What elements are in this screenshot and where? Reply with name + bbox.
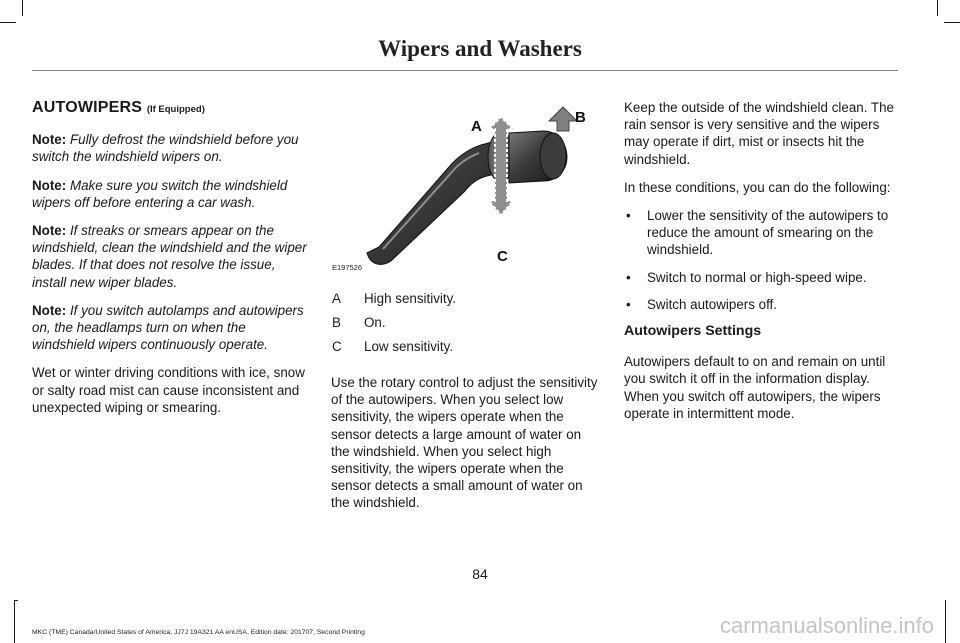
crop-mark: [945, 600, 946, 643]
page-number: 84: [472, 566, 488, 582]
subsection-heading: Autowipers Settings: [624, 323, 762, 340]
crop-mark: [0, 22, 16, 23]
figure-legend: [331, 290, 456, 362]
page-title: Wipers and Washers: [378, 36, 582, 61]
legend-key: B: [332, 315, 341, 330]
note-label: Note:: [32, 177, 67, 193]
footer-text: MKC (TME) Canada/United States of America, JJ7J 19A321 AA enUSA, Edition date: 201707, Second Printing: [32, 629, 365, 636]
section-heading-suffix: (If Equipped): [146, 104, 205, 115]
note: [32, 131, 307, 165]
list-item-text: Switch autowipers off.: [647, 296, 778, 312]
callout-c: C: [497, 248, 508, 265]
note-label: Note:: [32, 132, 67, 148]
crop-mark: [944, 22, 960, 23]
body-paragraph: In these conditions, you can do the following:: [624, 179, 891, 195]
image-id: E197526: [332, 263, 363, 272]
body-paragraph: Use the rotary control to adjust the sensitivity of the autowipers. When you select low sensitivity, the wipers operate when the sensor detects a large amount of water on the windshield. When you select high sensitivity, the wipers operate when the sensor detects a small amount of water on the windshield.: [331, 375, 598, 511]
list-item: [624, 207, 900, 259]
legend-row: [331, 290, 456, 314]
crop-mark: [22, 0, 23, 16]
bullet-list: [624, 207, 900, 313]
section-heading-text: AUTOWIPERS: [32, 99, 143, 116]
note-label: Note:: [32, 223, 67, 239]
note-label: Note:: [32, 302, 67, 318]
note-text: Make sure you switch the windshield wipers off before entering a car wash.: [32, 177, 288, 210]
list-item: [624, 269, 900, 286]
left-column: [32, 99, 307, 427]
up-arrow-icon: [549, 107, 577, 131]
legend-text: High sensitivity.: [364, 291, 457, 306]
callout-b: B: [575, 109, 586, 126]
body-paragraph: Autowipers default to on and remain on until you switch it off in the information display. When you switch off autowipers, the wipers operate in intermittent mode.: [624, 354, 886, 421]
legend-key: A: [332, 291, 341, 306]
wiper-stalk-illustration: [331, 101, 591, 273]
note: [32, 177, 307, 211]
watermark: carmanualsonline.info: [720, 613, 935, 638]
note-text: Fully defrost the windshield before you switch the windshield wipers on.: [32, 132, 299, 165]
body-paragraph: Keep the outside of the windshield clean. The rain sensor is very sensitive and the wipers may operate if dirt, mist or insects hit the windshield.: [624, 100, 894, 167]
stalk-body: [367, 139, 507, 264]
note-text: If streaks or smears appear on the windshield, clean the windshield and the wiper blades. If that does not resolve the issue, install new wiper blades.: [32, 223, 307, 290]
stalk-tip-end: [540, 133, 566, 179]
middle-column: [331, 290, 603, 523]
legend-text: On.: [364, 315, 386, 330]
body-paragraph: Wet or winter driving conditions with ice, snow or salty road mist can cause inconsistent and unexpected wiping or smearing.: [32, 365, 305, 415]
note: [32, 302, 307, 354]
crop-mark: [14, 600, 15, 643]
header-divider: [32, 70, 898, 71]
wiper-stalk-figure: [331, 101, 591, 273]
right-column: [624, 99, 900, 433]
section-heading: [32, 99, 307, 118]
bullet-glyph: •: [626, 296, 631, 312]
note: [32, 222, 307, 291]
callout-a: A: [471, 118, 482, 135]
bullet-glyph: •: [626, 269, 631, 285]
legend-row: [331, 314, 456, 338]
bullet-glyph: •: [626, 208, 631, 224]
list-item-text: Switch to normal or high-speed wipe.: [647, 269, 867, 285]
note-text: If you switch autolamps and autowipers on, the headlamps turn on when the windshield wipers continuously operate.: [32, 302, 304, 353]
list-item-text: Lower the sensitivity of the autowipers to reduce the amount of smearing on the windshield.: [647, 208, 889, 258]
list-item: [624, 296, 900, 313]
legend-text: Low sensitivity.: [364, 339, 454, 354]
crop-mark: [937, 0, 938, 16]
crop-mark: [14, 600, 18, 601]
legend-key: C: [332, 339, 342, 354]
legend-row: [331, 338, 456, 362]
